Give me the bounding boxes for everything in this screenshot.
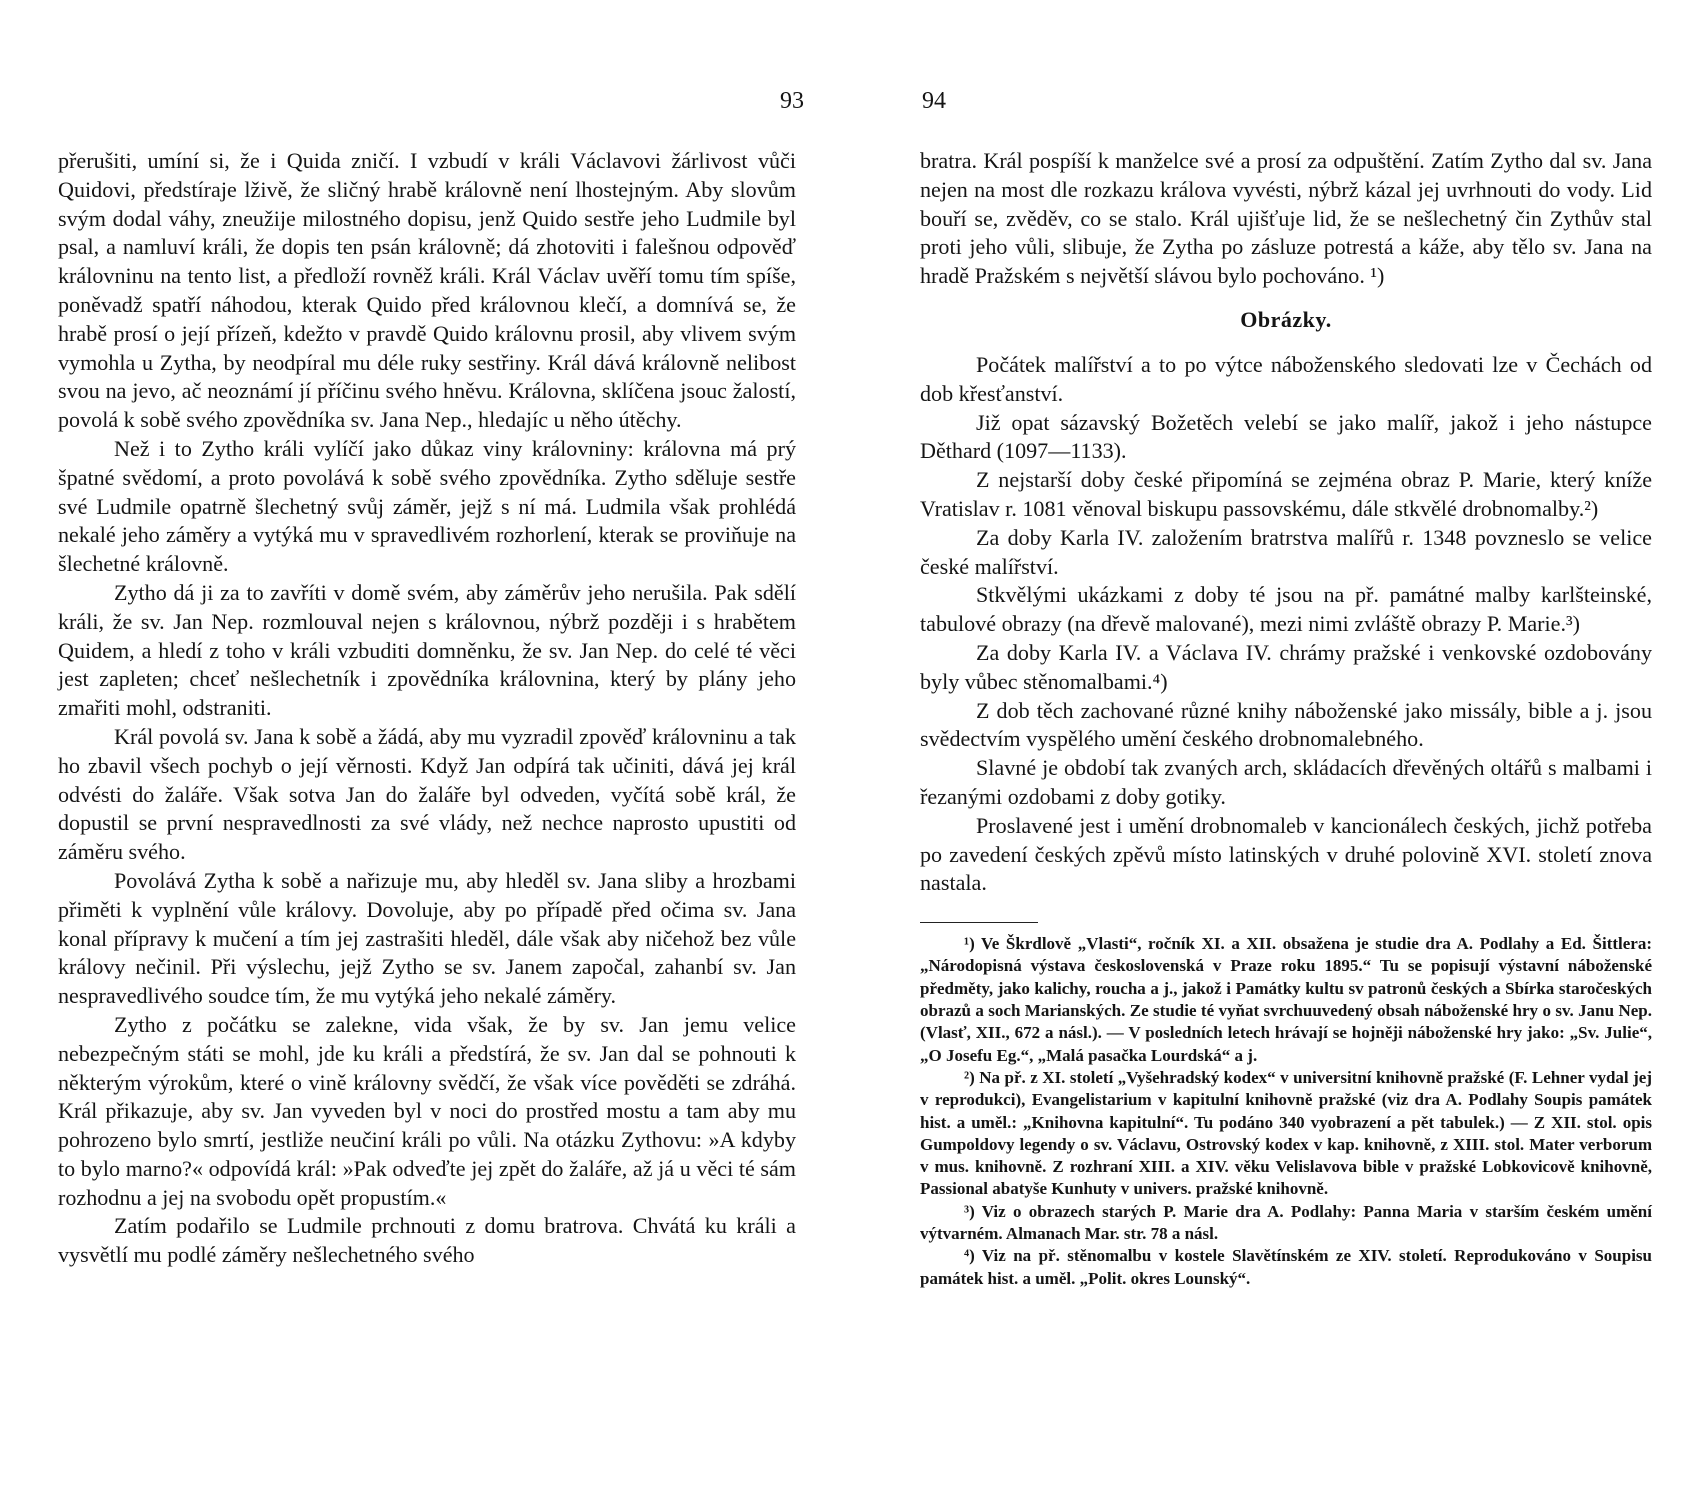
paragraph-text: Za doby Karla IV. založením bratrstva malířů r. 1348 povzneslo se velice české malířství.	[920, 524, 1652, 579]
paragraph: Zytho z počátku se zalekne, vida však, že by sv. Jan jemu velice nebezpečným státi se mohl, jde ku králi a předstírá, že sv. Jan dal se pohnouti k některým výrokům, které o vině královny svědčí, že však více pověděti se zdráhá. Král přikazuje, aby sv. Jan vyveden byl v noci do prostřed mostu a tam aby mu pohrozeno bylo smrtí, jestliže neučiní králi po vůli. Na otázku Zythovu: »A kdyby to bylo marno?« odpovídá král: »Pak odveďte jej zpět do žaláře, až já u věci té sám rozhodnu a jej na svobodu opět propustím.«	[58, 1011, 796, 1210]
paragraph-text: bratra. Král pospíší k manželce své a prosí za odpuštění. Zatím Zytho dal sv. Jana nejen na most dle rozkazu králova vyvésti, nýbrž kázal jej uvrhnouti do vody. Lid bouří se, zvěděv, co se stalo. Král ujišťuje lid, že se nešlechetný čin Zythův stal proti jeho vůli, slibuje, že Zytha po zásluze potrestá a káže, aby tělo sv. Jana na hradě Pražském s největší slávou bylo pochováno.	[920, 148, 1652, 289]
footnote-marker: ⁴)	[1152, 668, 1168, 694]
paragraph-text: Slavné je období tak zvaných arch, skládacích dřevěných oltářů s malbami i řezanými ozdobami z doby gotiky.	[920, 755, 1652, 809]
paragraph	[920, 754, 1652, 812]
paragraph	[920, 697, 1652, 755]
footnote-marker: ¹)	[1370, 263, 1385, 289]
footnote-marker: ³)	[1566, 611, 1580, 637]
section-heading: Obrázky.	[1240, 306, 1332, 332]
paragraph-text: Již opat sázavský Božetěch velebí se jako malíř, jakož i jeho nástupce Děthard (1097—1133).	[920, 409, 1652, 464]
page-number-left: 93	[780, 88, 804, 114]
footnote-marker: ²)	[1584, 495, 1599, 521]
paragraph: Král povolá sv. Jana k sobě a žádá, aby mu vyzradil zpověď královninu a tak ho zbavil všech pochyb o její věrnosti. Když Jan odpírá tak učiniti, dává jej král odvésti do žaláře. Však sotva Jan do žaláře byl odveden, vyčítá sobě král, že dopustil se první nespravedlnosti za své vlády, než nechce naprosto upustiti od záměru svého.	[58, 723, 796, 865]
paragraph: Než i to Zytho králi vylíčí jako důkaz viny královniny: královna má prý špatné svědomí, a proto povolává k sobě svého zpovědníka. Zytho sděluje sestře své Ludmile opatrně šlechetný svůj záměr, jejž s ní má. Ludmila však prohlédá nekalé jeho záměry a vytýká mu v spravedlivém rozhorlení, kterak se proviňuje na šlechetné královně.	[58, 435, 796, 577]
paragraph-text: Stkvělými ukázkami z doby té jsou na př. památné malby karlšteinské, tabulové obrazy (na dřevě malované), mezi nimi zvláště obrazy P. Marie.	[920, 582, 1652, 637]
paragraph-text: Proslavené jest i umění drobnomaleb v kancionálech českých, jichž potřeba po zavedení českých zpěvů místo latinských v druhé polovině XVI. století znova nastala.	[920, 812, 1652, 896]
paragraph	[920, 581, 1652, 639]
paragraph-text: Z dob těch zachované různé knihy náboženské jako missály, bible a j. jsou svědectvím vyspělého umění českého drobnomalebného.	[920, 697, 1652, 752]
paragraph: Zatím podařilo se Ludmile prchnouti z domu bratrova. Chvátá ku králi a vysvětlí mu podlé záměry nešlechetného svého	[58, 1213, 796, 1268]
paragraph	[920, 351, 1652, 409]
paragraph-text: Za doby Karla IV. a Václava IV. chrámy pražské i venkovské ozdobovány byly vůbec stěnomalbami.	[920, 639, 1652, 694]
paragraph	[920, 812, 1652, 898]
left-page	[0, 0, 850, 1500]
paragraph-text: Z nejstarší doby české připomíná se zejména obraz P. Marie, který kníže Vratislav r. 1081 věnoval biskupu passovskému, dále stkvělé drobnomalby.	[920, 467, 1652, 521]
paragraph-text: Počátek malířství a to po výtce náboženského sledovati lze v Čechách od dob křesťanství.	[920, 351, 1652, 406]
right-page-body	[920, 147, 1652, 1290]
footnote: ¹) Ve Škrdlově „Vlasti“, ročník XI. a XII. obsažena je studie dra A. Podlahy a Ed. Šittlera: „Národopisná výstava československá v Praze roku 1895.“ Tu se popisují výstavní náboženské předměty, jako kalichy, roucha a j., jakož i Památky kultu sv patronů českých a Sbírka staročeských obrazů a soch Marianských. Ze studie té vyňat svrchuuvedený obsah náboženské hry o sv. Janu Nep. (Vlasť, XII., 672 a násl.). — V posledních letech hrávají se hojněji náboženské hry jako: „Sv. Julie“, „O Josefu Eg.“, „Malá pasačka Lourdská“ a j.	[920, 934, 1652, 1065]
paragraph	[920, 409, 1652, 467]
paragraph	[920, 466, 1652, 524]
paragraph	[920, 147, 1652, 291]
paragraph: Povolává Zytha k sobě a nařizuje mu, aby hleděl sv. Jana sliby a hrozbami přiměti k vyplnění vůle královy. Dovoluje, aby po případě před očima sv. Jana konal přípravy k mučení a tím jej zastrašiti hleděl, dále však aby ničehož bez vůle královy nečinil. Při výslechu, jejž Zytho se sv. Janem započal, zahanbí sv. Jan nespravedlivého soudce tím, že mu vytýká jeho nekalé záměry.	[58, 867, 796, 1009]
right-page	[850, 0, 1704, 1500]
footnote: ⁴) Viz na př. stěnomalbu v kostele Slavětínském ze XIV. století. Reprodukováno v Soupisu památek hist. a uměl. „Polit. okres Lounský“.	[920, 1246, 1652, 1288]
footnote: ³) Viz o obrazech starých P. Marie dra A. Podlahy: Panna Maria v starším českém umění výtvarném. Almanach Mar. str. 78 a násl.	[920, 1201, 1652, 1243]
paragraph	[920, 639, 1652, 697]
paragraph: přerušiti, umíní si, že i Quida zničí. I vzbudí v králi Václavovi žárlivost vůči Quidovi, předstíraje lživě, že sličný hrabě královně není lhostejným. Aby slovům svým dodal váhy, zneužije milostného dopisu, jenž Quido sestře jeho Ludmile byl psal, a namluví králi, že dopis ten psán královně; dá zhotoviti i falešnou odpověď královninu na tento list, a předloží rovněž králi. Král Václav uvěří tomu tím spíše, poněvadž spatří náhodou, kterak Quido před královnou klečí, a domnívá se, že hrabě prosí o její přízeň, kdežto v pravdě Quido královnu prosil, aby vlivem svým vymohla u Zytha, by neodpíral mu déle ruky sestřiny. Král dává královně nelibost svou na jevo, ač neoznámí jí příčinu svého hněvu. Královna, sklíčena jsouc žalostí, povolá k sobě svého zpovědníka sv. Jana Nep., hledajíc u něho útěchy.	[58, 148, 796, 433]
paragraph: Zytho dá ji za to zavříti v domě svém, aby záměrův jeho nerušila. Pak sdělí králi, že sv. Jan Nep. rozmlouval nejen s královnou, nýbrž později i s hrabětem Quidem, a hledí z toho v králi vzbuditi domněnku, že sv. Jan Nep. do celé té věci jest zapleten; chceť nešlechetník i zpovědníka královnina, který by plány jeho zmařiti mohl, odstraniti.	[58, 579, 796, 721]
footnote-divider	[920, 922, 1038, 923]
left-page-body	[58, 147, 796, 1270]
page-number-right: 94	[922, 88, 946, 114]
paragraph	[920, 524, 1652, 582]
footnote: ²) Na př. z XI. století „Vyšehradský kodex“ v universitní knihovně pražské (F. Lehner vydal jej v reprodukci), Evangelistarium v kapitulní knihovně pražské (viz dra A. Podlahy Soupis památek hist. a uměl.: „Knihovna kapitulní“. Tu podáno 340 vyobrazení a pět tabulek.) — Z XII. stol. opis Gumpoldovy legendy o sv. Václavu, Ostrovský kodex v kap. knihovně, z XIII. stol. Mater verborum v mus. knihovně. Z rozhraní XIII. a XIV. věku Velislavova bible v pražské Lobkovicově knihovně, Passional abatyše Kunhuty v univers. pražské knihovně.	[920, 1067, 1652, 1199]
